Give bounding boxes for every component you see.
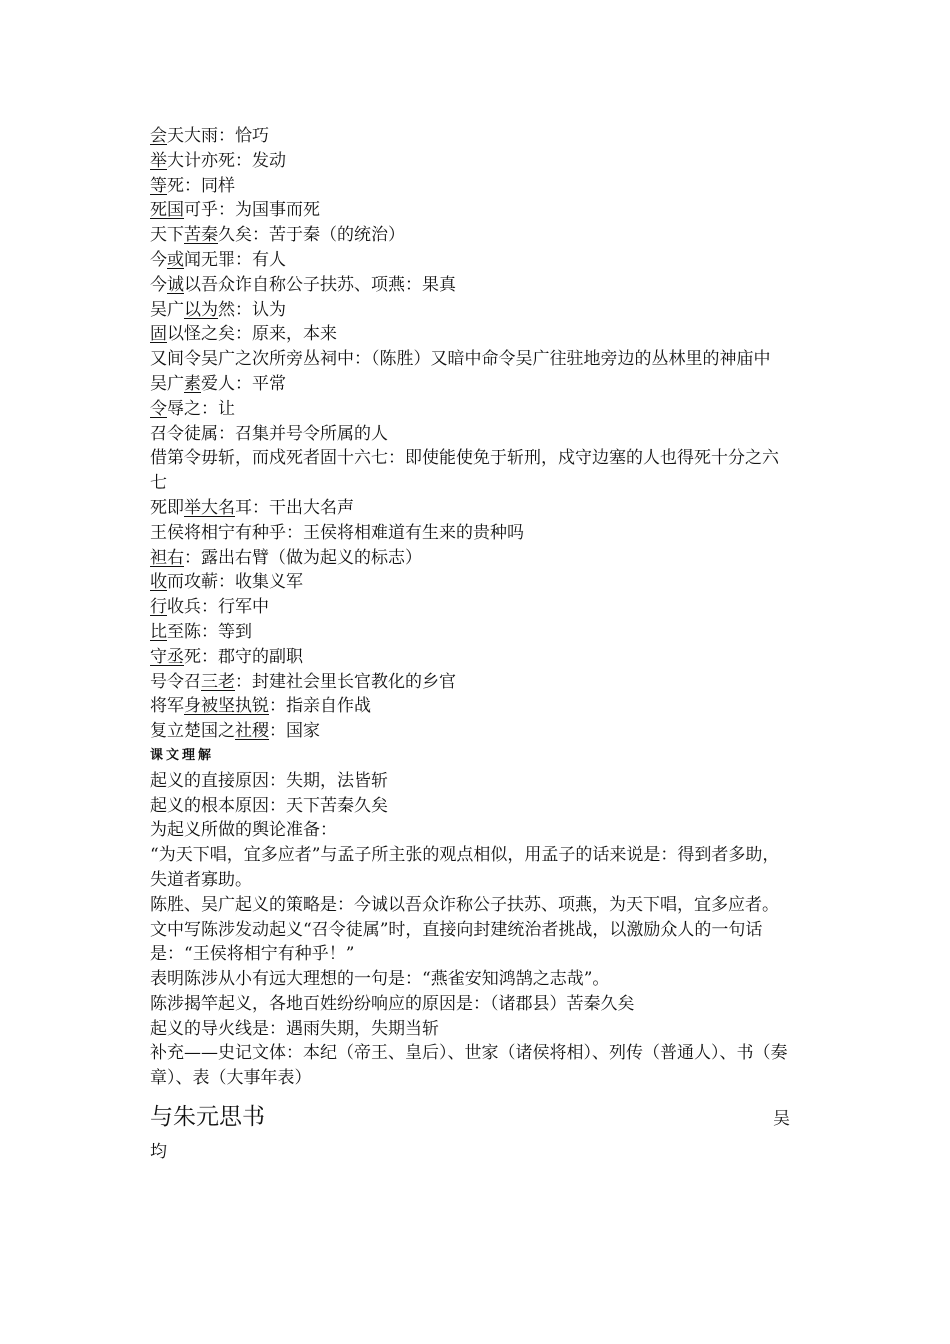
text-segment: ：封建社会里长官教化的乡官 [235,671,456,692]
text-segment: ：国家 [269,721,320,742]
article-title: 与朱元思书 [150,1104,265,1131]
vocab-line [150,248,790,273]
text-segment: 王侯将相宁有种乎：王侯将相难道有生来的贵种吗 [150,522,524,543]
underlined-term: 身被坚执锐 [184,696,269,717]
vocab-line [150,149,790,174]
text-segment: 又间令吴广之次所旁丛祠中：（陈胜）又暗中命令吴广往驻地旁边的丛林里的神庙中 [150,349,771,370]
vocab-line [150,397,790,422]
comprehension-line: 陈涉揭竿起义，各地百姓纷纷响应的原因是：（诸郡县）苦秦久矣 [150,993,635,1014]
comprehension-line: 文中写陈涉发动起义“召令徒属”时，直接向封建统治者挑战，以激励众人的一句话是：“王侯将相宁有种乎！” [150,919,763,965]
vocab-line [150,446,790,496]
underlined-term: 素 [184,373,201,394]
text-segment: 将军 [150,696,184,717]
text-segment: 借第令毋斩，而戍死者固十六七：即使能使免于斩刑，戍守边塞的人也得死十分之六七 [150,448,779,494]
text-segment: 死即 [150,497,184,518]
author-name-first-char: 吴 [773,1109,790,1130]
underlined-term: 社稷 [235,721,269,742]
underlined-term: 苦秦 [184,225,218,246]
underlined-term: 诚 [167,274,184,295]
text-segment: 然：认为 [218,299,286,320]
vocab-list [150,124,790,744]
underlined-term: 举大名 [184,497,235,518]
text-segment: 天下 [150,225,184,246]
text-segment: 以吾众诈自称公子扶苏、项燕：果真 [184,274,456,295]
text-segment: 辱之：让 [167,398,235,419]
text-segment: ：露出右臂（做为起义的标志） [184,547,422,568]
underlined-term: 行 [150,597,167,618]
comprehension-line: “为天下唱，宜多应者”与孟子所主张的观点相似，用孟子的话来说是：得到者多助，失道者寡助。 [150,845,780,890]
underlined-term: 守丞 [150,646,184,667]
text-segment: 大计亦死：发动 [167,150,286,171]
comprehension-line: 起义的根本原因：天下苦秦久矣 [150,795,388,816]
vocab-line [150,124,790,149]
comprehension-line: 起义的直接原因：失期，法皆斩 [150,770,388,791]
text-segment: 闻无罪：有人 [184,249,286,270]
vocab-line [150,198,790,223]
text-segment: 至陈：等到 [167,621,252,642]
comprehension-line: 表明陈涉从小有远大理想的一句是：“燕雀安知鸿鹄之志哉”。 [150,969,610,990]
underlined-term: 收 [150,572,167,593]
text-segment: 收兵：行军中 [167,597,269,618]
vocab-line [150,496,790,521]
text-segment: 爱人：平常 [201,373,286,394]
text-segment: 死：同样 [167,175,235,196]
vocab-line [150,223,790,248]
underlined-term: 比 [150,621,167,642]
vocab-line [150,570,790,595]
text-segment: 号令召 [150,671,201,692]
text-segment: ：指亲自作战 [269,696,371,717]
author-name-second-char: 均 [150,1142,167,1163]
text-segment: 可乎：为国事而死 [184,200,320,221]
underlined-term: 令 [150,398,167,419]
text-segment: 召令徒属：召集并号令所属的人 [150,423,388,444]
document-page [150,124,790,1167]
underlined-term: 会 [150,126,167,146]
vocab-line [150,670,790,695]
underlined-term: 固 [150,324,167,345]
vocab-line [150,372,790,397]
text-segment: 复立楚国之 [150,721,235,742]
underlined-term: 以为 [184,299,218,320]
vocab-line [150,719,790,744]
vocab-line [150,174,790,199]
underlined-term: 或 [167,249,184,270]
comprehension-line: 为起义所做的舆论准备： [150,820,337,841]
vocab-line [150,521,790,546]
text-segment: 久矣：苦于秦（的统治） [218,225,405,246]
article-title-row [150,1099,790,1135]
comprehension-line: 起义的导火线是：遇雨失期，失期当斩 [150,1018,439,1039]
text-segment: 吴广 [150,373,184,394]
text-segment: 天大雨：恰巧 [167,126,269,146]
vocab-line [150,298,790,323]
vocab-line [150,645,790,670]
section-heading: 课文理解 [150,747,215,763]
text-segment: 今 [150,274,167,295]
text-segment: 耳：干出大名声 [235,497,354,518]
vocab-line [150,620,790,645]
vocab-line [150,422,790,447]
vocab-line [150,273,790,298]
underlined-term: 等 [150,175,167,196]
comprehension-line: 补充——史记文体：本纪（帝王、皇后）、世家（诸侯将相）、列传（普通人）、书（奏章）、表（大事年表） [150,1043,788,1089]
text-segment: 而攻蕲：收集义军 [167,572,303,593]
vocab-line [150,322,790,347]
vocab-line [150,546,790,571]
underlined-term: 三老 [201,671,235,692]
text-segment: 吴广 [150,299,184,320]
underlined-term: 举 [150,150,167,171]
vocab-line [150,347,790,372]
vocab-line [150,595,790,620]
underlined-term: 死国 [150,200,184,221]
comprehension-list [150,769,790,1091]
vocab-line [150,694,790,719]
comprehension-line: 陈胜、吴广起义的策略是：今诚以吾众诈称公子扶苏、项燕，为天下唱，宜多应者。 [150,894,779,915]
underlined-term: 袒右 [150,547,184,568]
text-segment: 以怪之矣：原来，本来 [167,324,337,345]
text-segment: 死：郡守的副职 [184,646,303,667]
text-segment: 今 [150,249,167,270]
